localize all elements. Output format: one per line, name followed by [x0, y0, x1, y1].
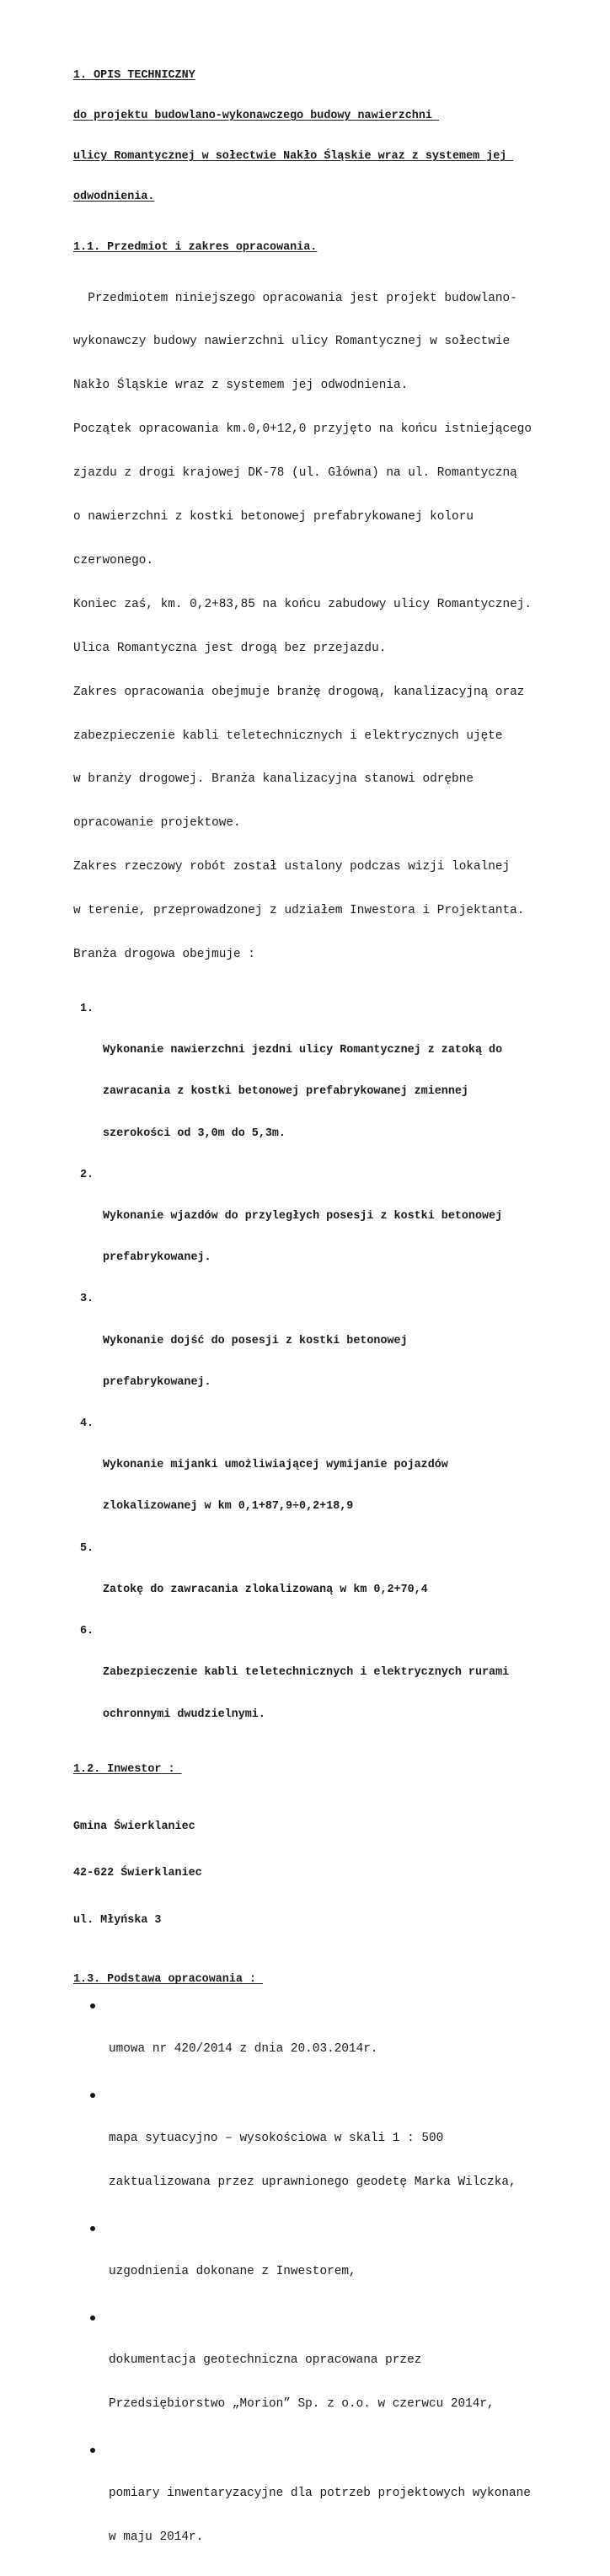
list-number: 4. — [80, 1417, 94, 1431]
paragraph-line: Koniec zaś, km. 0,2+83,85 na końcu zabudowy ulicy Romantycznej. — [73, 597, 532, 611]
list-item: 6. Zabezpieczenie kabli teletechnicznych i elektrycznych rurami ochronnymi dwudzielnymi. — [80, 1625, 510, 1721]
document-page — [73, 42, 570, 2576]
paragraph-line: zabezpieczenie kabli teletechnicznych i elektrycznych ujęte — [73, 729, 503, 743]
paragraph-line: Nakło Śląskie wraz z systemem jej odwodnienia. — [73, 379, 409, 393]
paragraph-line: Przedmiotem niniejszego opracowania jest projekt budowlano- — [73, 291, 517, 305]
bullet-icon — [90, 2315, 95, 2321]
list-number: 6. — [80, 1625, 94, 1638]
list-item: 2. Wykonanie wjazdów do przyległych posesji z kostki betonowej prefabrykowanej. — [80, 1168, 503, 1265]
list-number: 1. — [80, 1002, 94, 1015]
title-line: ulicy Romantycznej w sołectwie Nakło Śląskie wraz z systemem jej — [73, 150, 514, 163]
list-item: uzgodnienia dokonane z Inwestorem, — [73, 2221, 570, 2309]
paragraph-line: w branży drogowej. Branża kanalizacyjna stanowi odrębne — [73, 772, 474, 787]
paragraph-line: Ulica Romantyczna jest drogą bez przejazdu. — [73, 641, 387, 655]
list-item: 5. Zatokę do zawracania zlokalizowaną w km 0,2+70,4 — [80, 1541, 428, 1596]
section-heading-1-2: 1.2. Inwestor : — [73, 1762, 182, 1776]
paragraph-line: Zakres opracowania obejmuje branżę drogową, kanalizacyjną oraz — [73, 685, 525, 699]
section-1-1-paragraph — [73, 262, 570, 992]
list-number: 5. — [80, 1541, 94, 1555]
list-item: pomiary inwentaryzacyjne dla potrzeb projektowych wykonane w maju 2014r. — [73, 2443, 570, 2574]
list-item: 4. Wykonanie mijanki umożliwiającej wymijanie pojazdów zlokalizowanej w km 0,1+87,9÷0,2+18,9 — [80, 1417, 448, 1514]
paragraph-line: opracowanie projektowe. — [73, 816, 241, 831]
paragraph-line: Branża drogowa obejmuje : — [73, 947, 255, 961]
address-line: ul. Młyńska 3 — [73, 1913, 162, 1927]
scope-numbered-list — [73, 1003, 570, 1750]
list-item: mapa sytuacyjno – wysokościowa w skali 1 : 500 zaktualizowana przez uprawnionego geodetę Marka Wilczka, — [73, 2088, 570, 2219]
title-line: do projektu budowlano-wykonawczego budowy nawierzchni — [73, 110, 439, 122]
title-line: odwodnienia. — [73, 191, 155, 203]
paragraph-line: Zakres rzeczowy robót został ustalony podczas wizji lokalnej — [73, 860, 511, 874]
bullet-icon — [90, 2003, 95, 2009]
paragraph-line: Początek opracowania km.0,0+12,0 przyjęto na końcu istniejącego — [73, 422, 532, 437]
list-item: 3. Wykonanie dojść do posesji z kostki betonowej prefabrykowanej. — [80, 1293, 408, 1389]
address-line: 42-622 Świerklaniec — [73, 1867, 202, 1880]
list-number: 3. — [80, 1293, 94, 1306]
bullet-icon — [90, 2448, 95, 2453]
list-item: 1. Wykonanie nawierzchni jezdni ulicy Romantycznej z zatoką do zawracania z kostki betonowej prefabrykowanej zmiennej szerokości od 3,0m do 5,3m. — [80, 1002, 503, 1140]
list-item: dokumentacja geotechniczna opracowana przez Przedsiębiorstwo „Morion” Sp. z o.o. w czerwcu 2014r, — [73, 2310, 570, 2442]
paragraph-line: wykonawczy budowy nawierzchni ulicy Romantycznej w sołectwie — [73, 335, 511, 349]
bullet-icon — [90, 2093, 95, 2098]
paragraph-line: w terenie, przeprowadzonej z udziałem Inwestora i Projektanta. — [73, 904, 525, 918]
paragraph-line: o nawierzchni z kostki betonowej prefabrykowanej koloru — [73, 510, 474, 524]
list-item: umowa nr 420/2014 z dnia 20.03.2014r. — [73, 1998, 570, 2086]
basis-bullet-list — [73, 1998, 570, 2574]
bullet-icon — [90, 2226, 95, 2231]
title-line: 1. OPIS TECHNICZNY — [73, 69, 195, 82]
section-heading-1-1: 1.1. Przedmiot i zakres opracowania. — [73, 241, 318, 254]
paragraph-line: zjazdu z drogi krajowej DK-78 (ul. Główna) na ul. Romantyczną — [73, 466, 517, 481]
document-title — [73, 42, 570, 231]
address-line: Gmina Świerklaniec — [73, 1820, 195, 1833]
paragraph-line: czerwonego. — [73, 553, 153, 567]
section-heading-1-3: 1.3. Podstawa opracowania : — [73, 1973, 263, 1987]
investor-address — [73, 1788, 570, 1960]
list-number: 2. — [80, 1168, 94, 1181]
